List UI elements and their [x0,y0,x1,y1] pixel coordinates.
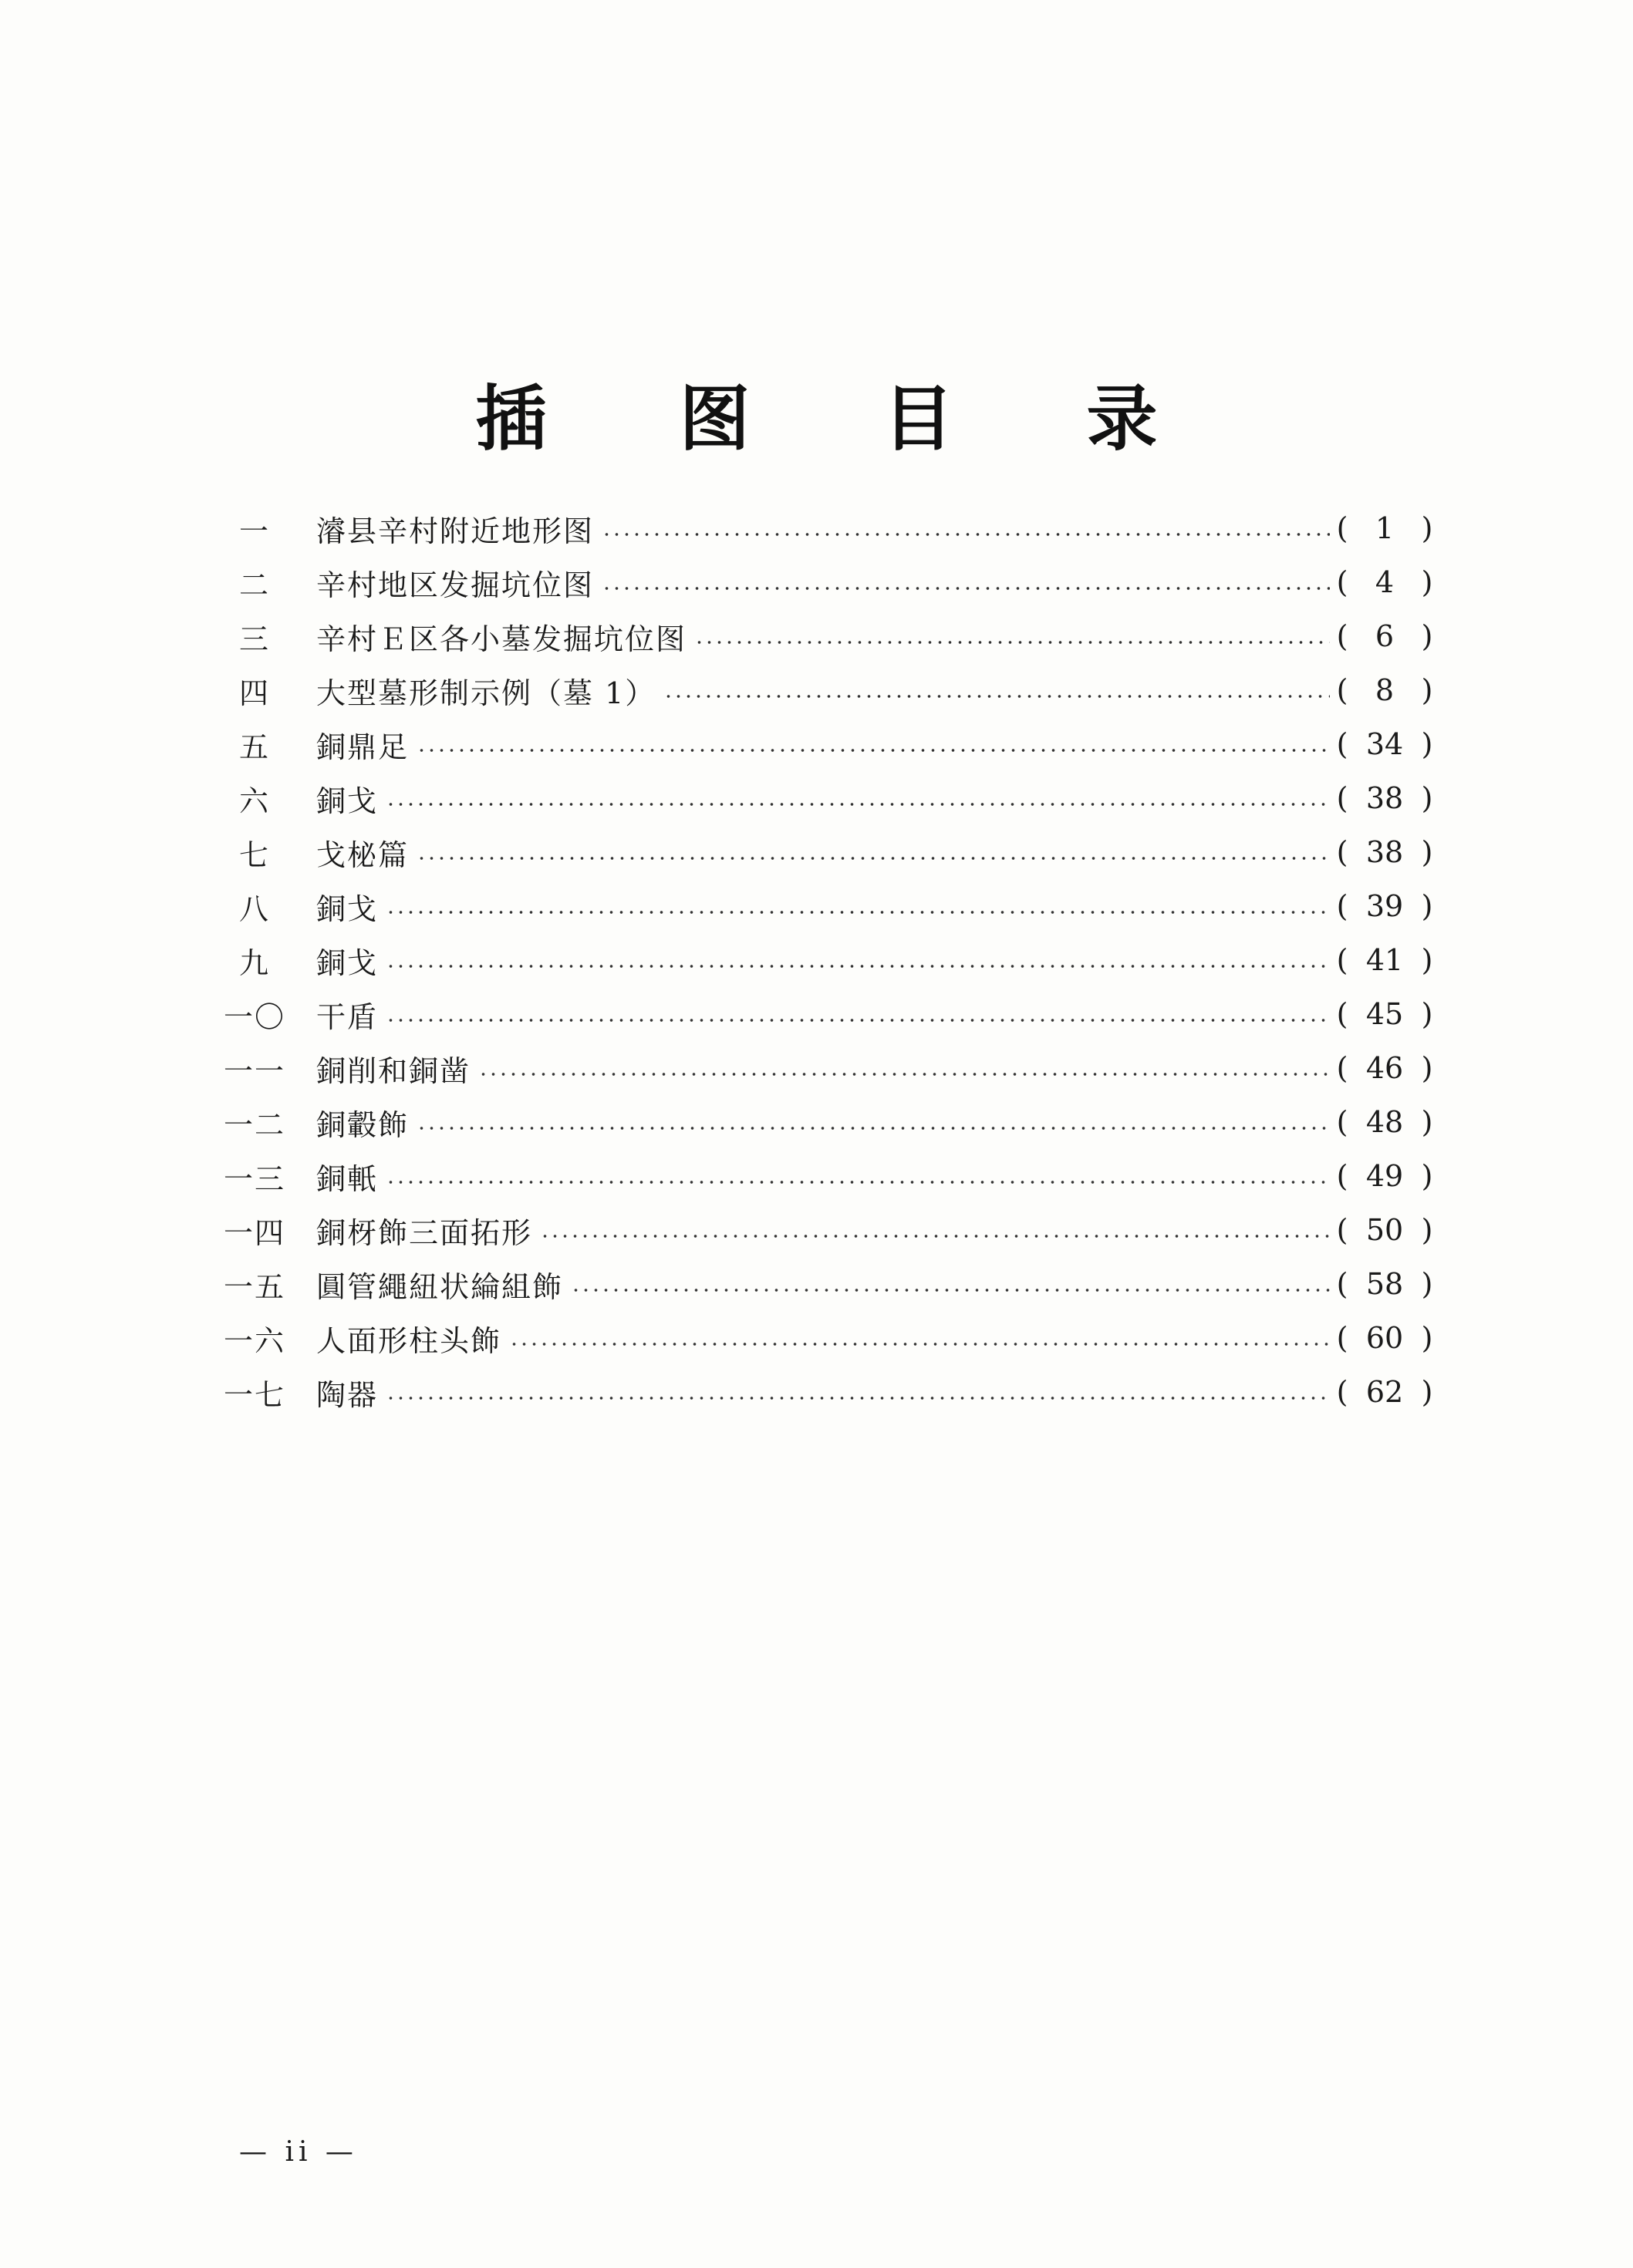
toc-page-number: 45 [1365,997,1404,1031]
open-paren: ( [1336,1159,1348,1193]
toc-entry [201,1311,1435,1365]
toc-entry-number: 一三 [223,1161,285,1196]
toc-entry-page [1334,1105,1435,1139]
toc-dot-leader [509,1342,1330,1346]
toc-dot-leader [417,1126,1330,1131]
toc-entry [201,987,1435,1041]
toc-page-number: 6 [1375,619,1395,653]
open-paren: ( [1336,781,1348,815]
toc-entry-title: 戈柲篇 [316,837,410,872]
toc-page-number: 8 [1375,673,1395,707]
toc-entry-title: 辛村地区发掘坑位图 [316,568,595,602]
open-paren: ( [1336,889,1348,923]
open-paren: ( [1336,943,1348,977]
toc-dot-leader [478,1072,1330,1077]
toc-entry-number: 三 [238,622,270,656]
toc-entry-number: 一六 [223,1323,285,1358]
toc-entry [201,1257,1435,1311]
open-paren: ( [1336,1321,1348,1355]
toc-entry-title: 人面形柱头飾 [316,1323,502,1358]
toc-entry-page [1334,1213,1435,1247]
toc-dot-leader [663,694,1330,699]
toc-entry [201,663,1435,717]
toc-entry [201,825,1435,879]
toc-entry-page [1334,997,1435,1031]
toc-page-number: 41 [1365,943,1404,977]
open-paren: ( [1336,619,1348,653]
toc-dot-leader [386,910,1330,915]
toc-page-number: 4 [1375,565,1395,599]
close-paren: ) [1421,1267,1433,1301]
toc-entry-title: 銅鼎足 [316,730,410,764]
toc-entry-page [1334,889,1435,923]
toc-entry-title: 辛村Ｅ区各小墓发掘坑位图 [316,622,687,656]
toc-page-number: 49 [1365,1159,1404,1193]
toc-entry-title: 濬县辛村附近地形图 [316,514,595,548]
open-paren: ( [1336,997,1348,1031]
toc-entry-title: 銅戈 [316,784,379,818]
open-paren: ( [1336,1375,1348,1409]
toc-list [201,501,1435,1419]
close-paren: ) [1421,835,1433,869]
toc-entry-page [1334,673,1435,707]
toc-dot-leader [417,856,1330,861]
toc-page-number: 39 [1365,889,1404,923]
toc-dot-leader [386,964,1330,969]
toc-entry-number: 四 [238,676,270,710]
open-paren: ( [1336,1051,1348,1085]
toc-entry [201,555,1435,609]
toc-entry-number: 九 [238,945,270,980]
toc-entry-number: 一二 [223,1107,285,1142]
toc-entry-title: 銅戈 [316,891,379,926]
toc-page-number: 1 [1375,511,1395,545]
toc-entry-number: 一四 [223,1215,285,1250]
toc-entry-page [1334,511,1435,545]
toc-page-number: 48 [1365,1105,1404,1139]
close-paren: ) [1421,1375,1433,1409]
toc-entry-title: 銅轂飾 [316,1107,410,1142]
toc-entry [201,501,1435,555]
close-paren: ) [1421,1159,1433,1193]
toc-entry-number: 一〇 [223,999,285,1034]
toc-entry [201,933,1435,987]
toc-page-number: 38 [1365,835,1404,869]
toc-entry-title: 銅削和銅凿 [316,1053,471,1088]
toc-entry-number: 一 [238,514,270,548]
close-paren: ) [1421,673,1433,707]
toc-dot-leader [694,640,1330,645]
close-paren: ) [1421,889,1433,923]
toc-dot-leader [540,1234,1330,1238]
page-title: 插 图 目 录 [475,377,1212,460]
close-paren: ) [1421,1213,1433,1247]
toc-entry-page [1334,1159,1435,1193]
toc-page-number: 46 [1365,1051,1404,1085]
toc-page-number: 58 [1365,1267,1404,1301]
toc-entry [201,609,1435,663]
toc-page-number: 38 [1365,781,1404,815]
toc-entry-page [1334,565,1435,599]
toc-page-number: 34 [1365,727,1404,761]
open-paren: ( [1336,1267,1348,1301]
toc-entry-title: 干盾 [316,999,379,1034]
close-paren: ) [1421,619,1433,653]
toc-entry [201,1095,1435,1149]
close-paren: ) [1421,997,1433,1031]
toc-entry [201,879,1435,933]
toc-entry-title: 陶器 [316,1377,379,1412]
close-paren: ) [1421,1105,1433,1139]
toc-dot-leader [602,586,1330,591]
close-paren: ) [1421,565,1433,599]
toc-entry-number: 二 [238,568,270,602]
toc-entry-page [1334,727,1435,761]
toc-entry-title: 銅戈 [316,945,379,980]
close-paren: ) [1421,511,1433,545]
toc-entry-page [1334,619,1435,653]
open-paren: ( [1336,511,1348,545]
toc-dot-leader [571,1288,1330,1292]
open-paren: ( [1336,835,1348,869]
toc-entry [201,717,1435,771]
close-paren: ) [1421,727,1433,761]
toc-entry-number: 七 [238,837,270,872]
toc-entry-page [1334,1375,1435,1409]
toc-entry-page [1334,943,1435,977]
toc-entry-title: 銅枒飾三面拓形 [316,1215,533,1250]
toc-dot-leader [386,1396,1330,1400]
toc-dot-leader [386,1018,1330,1023]
open-paren: ( [1336,1105,1348,1139]
close-paren: ) [1421,781,1433,815]
toc-entry-page [1334,835,1435,869]
open-paren: ( [1336,565,1348,599]
toc-entry-page [1334,781,1435,815]
toc-entry-page [1334,1267,1435,1301]
toc-dot-leader [417,748,1330,753]
toc-entry [201,1149,1435,1203]
toc-entry-title: 大型墓形制示例（墓 1） [316,676,656,710]
toc-entry [201,1203,1435,1257]
close-paren: ) [1421,1321,1433,1355]
toc-entry [201,1365,1435,1419]
toc-dot-leader [386,802,1330,807]
toc-entry [201,771,1435,825]
toc-dot-leader [602,532,1330,537]
open-paren: ( [1336,1213,1348,1247]
toc-entry [201,1041,1435,1095]
toc-entry-page [1334,1051,1435,1085]
toc-entry-number: 一七 [223,1377,285,1412]
open-paren: ( [1336,673,1348,707]
close-paren: ) [1421,1051,1433,1085]
toc-entry-page [1334,1321,1435,1355]
toc-entry-title: 銅軝 [316,1161,379,1196]
open-paren: ( [1336,727,1348,761]
toc-page-number: 62 [1365,1375,1404,1409]
toc-entry-number: 六 [238,784,270,818]
toc-entry-number: 一一 [223,1053,285,1088]
toc-page-number: 50 [1365,1213,1404,1247]
toc-entry-number: 五 [238,730,270,764]
toc-entry-number: 八 [238,891,270,926]
toc-dot-leader [386,1180,1330,1185]
toc-entry-number: 一五 [223,1269,285,1304]
toc-entry-title: 圓管繩紐状綸組飾 [316,1269,564,1304]
page-folio: — ii — [239,2136,358,2168]
toc-page-number: 60 [1365,1321,1404,1355]
close-paren: ) [1421,943,1433,977]
